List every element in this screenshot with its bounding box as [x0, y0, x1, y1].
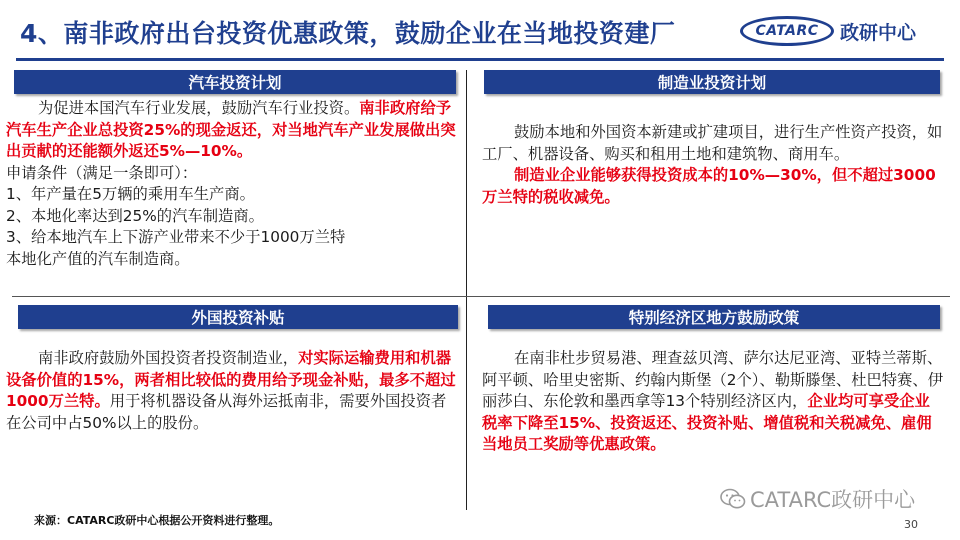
- sez-highlight: 企业均可享受企业税率下降至15%、投资返还、投资补贴、增值税和关税减免、雇佣当地员工奖励等优惠政策。: [482, 392, 932, 453]
- condition-item: 2、本地化率达到25%的汽车制造商。: [6, 206, 264, 225]
- manufacturing-plain: [482, 122, 944, 165]
- conditions-title: 申请条件（满足一条即可）：: [6, 163, 198, 182]
- condition-item: 3、给本地汽车上下游产业带来不少于1000万兰特: [6, 228, 346, 246]
- subsidy-plain-a: 南非政府鼓励外国投资者投资制造业，: [38, 349, 299, 367]
- auto-investment-lead: [6, 98, 458, 163]
- lead-highlight: 南非政府给予汽车生产企业总投资25%的现金返还，对当地汽车产业发展做出突出贡献的还能额外返还5%—10%。: [6, 99, 456, 160]
- auto-investment-body: [6, 98, 458, 270]
- foreign-investment-subsidy-body: [6, 348, 458, 434]
- manufacturing-investment-header: 制造业投资计划: [484, 70, 940, 94]
- special-economic-zone-body: [482, 348, 944, 456]
- foreign-investment-subsidy-header: 外国投资补贴: [18, 305, 458, 329]
- lead-plain: 为促进本国汽车行业发展，鼓励汽车行业投资。: [38, 99, 360, 117]
- catarc-logo: [740, 14, 940, 48]
- title-underline: [16, 58, 944, 61]
- condition-item: 本地化产值的汽车制造商。: [6, 249, 190, 268]
- logo-name: 政研中心: [840, 21, 917, 44]
- wechat-watermark: [720, 484, 915, 514]
- manufacturing-plain-text: 鼓励本地和外国资本新建或扩建项目，进行生产性资产投资，如工厂、机器设备、购买和租用土地和建筑物、商用车。: [482, 123, 943, 163]
- manufacturing-highlight-text: 制造业企业能够获得投资成本的10%—30%，但不超过3000万兰特的税收减免。: [482, 166, 936, 206]
- slide-title: 4、南非政府出台投资优惠政策，鼓励企业在当地投资建厂: [20, 19, 676, 48]
- vertical-divider: [466, 70, 467, 510]
- subsidy-highlight: 对实际运输费用和机器设备价值的15%，两者相比较低的费用给予现金补贴，最多不超过1000万兰特。: [6, 349, 456, 410]
- special-economic-zone-header: 特别经济区地方鼓励政策: [488, 305, 940, 329]
- source-note: 来源：CATARC政研中心根据公开资料进行整理。: [34, 514, 280, 527]
- sez-plain: 在南非杜步贸易港、理查兹贝湾、萨尔达尼亚湾、亚特兰蒂斯、阿平顿、哈里史密斯、约翰内斯堡（2个）、勒斯滕堡、杜巴特赛、伊丽莎白、东伦敦和墨西拿等13个特别经济区内，: [482, 349, 943, 410]
- manufacturing-highlight: [482, 165, 944, 208]
- horizontal-divider: [12, 296, 950, 297]
- watermark-text: CATARC政研中心: [750, 488, 916, 512]
- manufacturing-investment-body: [482, 122, 944, 208]
- wechat-icon: [720, 488, 746, 510]
- subsidy-plain-b: 用于将机器设备从海外运抵南非，需要外国投资者在公司中占50%以上的股份。: [6, 392, 447, 432]
- catarc-logo-mark: CATARC: [740, 16, 834, 46]
- condition-item: 1、年产量在5万辆的乘用车生产商。: [6, 185, 255, 203]
- auto-investment-header: 汽车投资计划: [14, 70, 456, 94]
- page-number: 30: [904, 518, 918, 531]
